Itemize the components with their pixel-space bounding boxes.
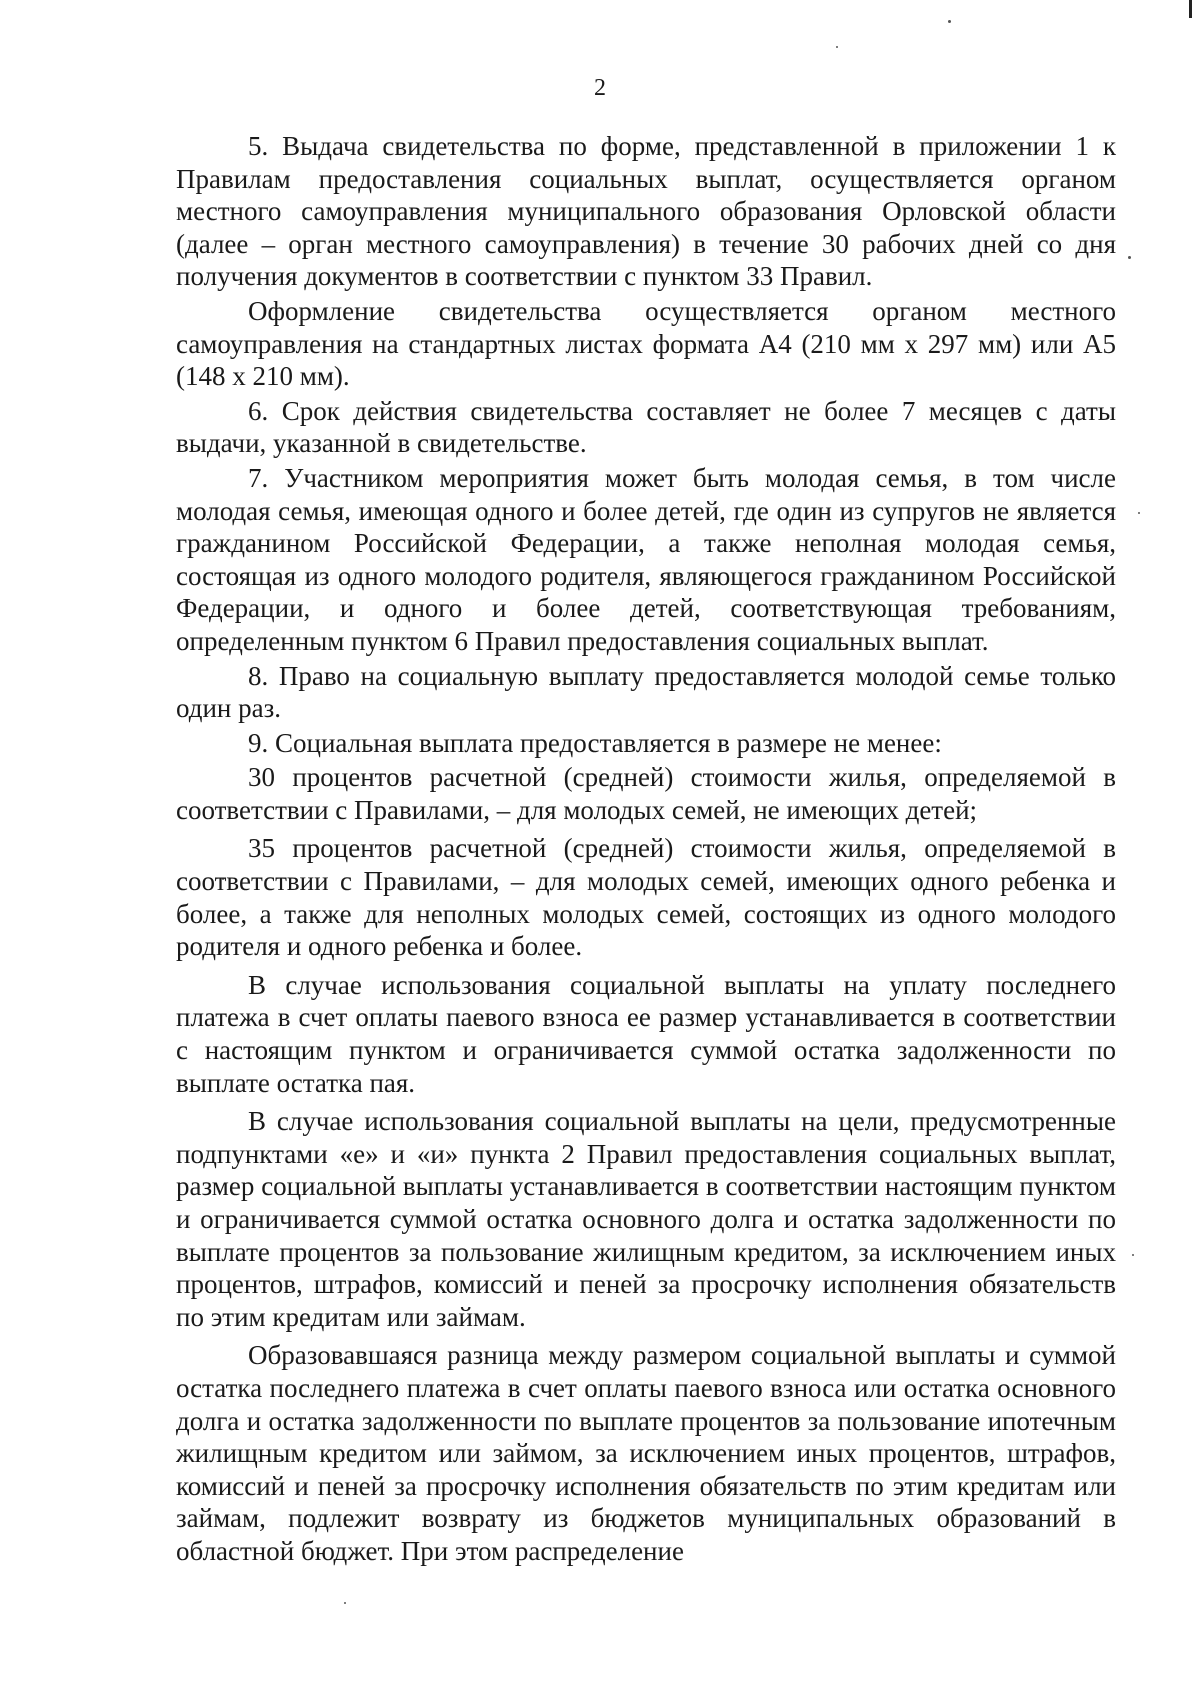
paragraph-item-6: 6. Срок действия свидетельства составляет не более 7 месяцев с даты выдачи, указанной в свидетельстве.	[176, 395, 1116, 459]
scan-speck	[1138, 512, 1140, 514]
scan-edge-mark	[1189, 0, 1192, 18]
scan-speck	[344, 1602, 346, 1604]
paragraph-item-8: 8. Право на социальную выплату предоставляется молодой семье только один раз.	[176, 660, 1116, 724]
paragraph-difference-return: Образовавшаяся разница между размером социальной выплаты и суммой остатка последнего платежа в счет оплаты паевого взноса или остатка основного долга и остатка задолженности по выплате процентов за пользование ипотечным жилищным кредитом или займом, за исключением иных процентов, штрафов, комиссий и пеней за просрочку исполнения обязательств по этим кредитам или займам, подлежит возврату из бюджетов муниципальных образований в областной бюджет. При этом распределение	[176, 1340, 1116, 1566]
paragraph-item-5: 5. Выдача свидетельства по форме, представленной в приложении 1 к Правилам предоставления социальных выплат, осуществляется органом местного самоуправления муниципального образования Орловской области (далее – орган местного самоуправления) в течение 30 рабочих дней со дня получения документов в соответствии с пунктом 33 Правил.	[176, 131, 1116, 292]
paragraph-certificate-format: Оформление свидетельства осуществляется органом местного самоуправления на стандартных листах формата А4 (210 мм х 297 мм) или А5 (148 х 210 мм).	[176, 295, 1116, 392]
scan-speck	[1132, 1254, 1134, 1256]
page-number: 2	[594, 75, 606, 101]
scan-speck	[1128, 256, 1131, 259]
paragraph-30-percent: 30 процентов расчетной (средней) стоимости жилья, определяемой в соответствии с Правилами, – для молодых семей, не имеющих детей;	[176, 762, 1116, 825]
paragraph-item-7: 7. Участником мероприятия может быть молодая семья, в том числе молодая семья, имеющая одного и более детей, где один из супругов не является гражданином Российской Федерации, а также неполная молодая семья, состоящая из одного молодого родителя, являющегося гражданином Российской Федерации, и одного и более детей, соответствующая требованиям, определенным пунктом 6 Правил предоставления социальных выплат.	[176, 462, 1116, 656]
paragraph-share-payment: В случае использования социальной выплаты на уплату последнего платежа в счет оплаты паевого взноса ее размер устанавливается в соответствии с настоящим пунктом и ограничивается суммой остатка задолженности по выплате остатка пая.	[176, 969, 1116, 1098]
paragraph-item-9: 9. Социальная выплата предоставляется в размере не менее:	[248, 727, 942, 758]
scan-speck	[948, 20, 951, 23]
scan-speck	[836, 46, 838, 48]
document-body	[176, 130, 1116, 1568]
paragraph-purpose-use: В случае использования социальной выплаты на цели, предусмотренные подпунктами «е» и «и» пункта 2 Правил предоставления социальных выплат, размер социальной выплаты устанавливается в соответствии настоящим пунктом и ограничивается суммой остатка основного долга и остатка задолженности по выплате процентов за пользование жилищным кредитом, за исключением иных процентов, штрафов, комиссий и пеней за просрочку исполнения обязательств по этим кредитам или займам.	[176, 1106, 1116, 1332]
paragraph-35-percent: 35 процентов расчетной (средней) стоимости жилья, определяемой в соответствии с Правилами, – для молодых семей, имеющих одного ребенка и более, а также для неполных молодых семей, состоящих из одного молодого родителя и одного ребенка и более.	[176, 833, 1116, 962]
